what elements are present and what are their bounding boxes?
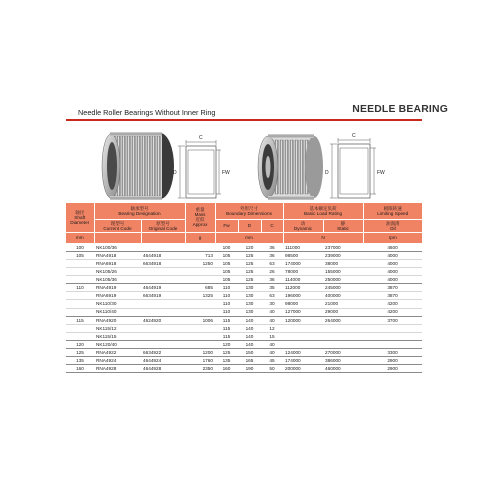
cell-static: 38000 <box>323 259 363 267</box>
cell-dynamic: 112000 <box>283 284 323 292</box>
cell-fw: 115 <box>215 332 238 340</box>
cell-c: 15 <box>261 332 283 340</box>
cell-speed <box>363 340 422 348</box>
cell-original-code: 4644928 <box>141 365 185 373</box>
cell-original-code <box>141 308 185 316</box>
bearing-photo-1 <box>102 132 174 200</box>
cell-shaft: 115 <box>66 316 94 324</box>
cell-shaft <box>66 259 94 267</box>
cell-mass <box>185 276 215 284</box>
cell-speed: 4600 <box>363 243 422 251</box>
table-row <box>66 316 422 324</box>
th-c: C <box>261 219 283 232</box>
cell-current-code: RNA4922 <box>94 349 141 357</box>
th-original-code: 原型号 Original Code <box>141 219 185 232</box>
cell-mass: 713 <box>185 251 215 259</box>
cell-fw: 110 <box>215 284 238 292</box>
table-header <box>66 203 422 243</box>
table-row <box>66 324 422 332</box>
cell-static: 237000 <box>323 243 363 251</box>
cell-dynamic: 98000 <box>283 300 323 308</box>
cell-static: 460000 <box>323 365 363 373</box>
cell-fw: 105 <box>215 251 238 259</box>
dim-label-c-2: C <box>352 133 356 139</box>
cell-current-code: RNA4928 <box>94 365 141 373</box>
th-unit-original <box>141 232 185 243</box>
cell-d: 125 <box>238 268 261 276</box>
cell-current-code: NK100/36 <box>94 243 141 251</box>
cell-current-code: NK110/30 <box>94 300 141 308</box>
cell-c: 40 <box>261 308 283 316</box>
cell-shaft <box>66 324 94 332</box>
cell-original-code: 4644924 <box>141 357 185 365</box>
cell-speed: 3870 <box>363 284 422 292</box>
cell-fw: 105 <box>215 276 238 284</box>
cell-c: 36 <box>261 276 283 284</box>
cell-speed: 4200 <box>363 308 422 316</box>
cell-original-code <box>141 300 185 308</box>
header-divider <box>66 119 422 121</box>
cell-speed <box>363 324 422 332</box>
cell-shaft: 120 <box>66 340 94 348</box>
cell-speed: 4000 <box>363 268 422 276</box>
cell-c: 35 <box>261 284 283 292</box>
cell-mass <box>185 308 215 316</box>
th-shaft: 轴径 Shaft Diameter <box>66 203 94 232</box>
dim-label-d-1: D <box>173 170 177 176</box>
table-row <box>66 276 422 284</box>
bearing-spec-table <box>66 203 422 373</box>
cell-current-code: RNA4920 <box>94 316 141 324</box>
table-row <box>66 332 422 340</box>
th-unit-speed: rpm <box>363 232 422 243</box>
cell-original-code: 6634918 <box>141 259 185 267</box>
cell-dynamic: 114000 <box>283 276 323 284</box>
cell-fw: 110 <box>215 292 238 300</box>
cell-d: 125 <box>238 259 261 267</box>
table-row <box>66 292 422 300</box>
cell-dynamic: 174000 <box>283 357 323 365</box>
table-row <box>66 357 422 365</box>
bearing-figures <box>0 124 488 202</box>
cell-static: 155000 <box>323 268 363 276</box>
cell-speed: 3700 <box>363 316 422 324</box>
cell-fw: 160 <box>215 365 238 373</box>
th-unit-shaft: mm <box>66 232 94 243</box>
th-d: D <box>238 219 261 232</box>
cell-dynamic: 196000 <box>283 292 323 300</box>
th-load-rating: 基本额定负荷 Basic Load Rating <box>283 203 363 219</box>
cell-fw: 120 <box>215 340 238 348</box>
cell-mass <box>185 332 215 340</box>
cell-static: 386000 <box>323 357 363 365</box>
cell-d: 120 <box>238 243 261 251</box>
section-drawing-1 <box>178 140 221 198</box>
cell-original-code: 6634922 <box>141 349 185 357</box>
cell-current-code: NK105/36 <box>94 276 141 284</box>
cell-speed: 3300 <box>363 349 422 357</box>
cell-shaft <box>66 300 94 308</box>
cell-original-code: 6634919 <box>141 292 185 300</box>
cell-original-code <box>141 340 185 348</box>
cell-speed: 4000 <box>363 259 422 267</box>
cell-current-code: NK115/15 <box>94 332 141 340</box>
cell-mass: 1325 <box>185 292 215 300</box>
cell-static: 400000 <box>323 292 363 300</box>
bearing-drawings <box>0 124 488 202</box>
cell-speed: 4000 <box>363 251 422 259</box>
cell-original-code <box>141 332 185 340</box>
cell-dynamic <box>283 324 323 332</box>
cell-mass: 2350 <box>185 365 215 373</box>
cell-c: 63 <box>261 259 283 267</box>
table-row <box>66 308 422 316</box>
cell-current-code: RNA4919 <box>94 284 141 292</box>
cell-c: 36 <box>261 251 283 259</box>
th-designation: 轴承型号 Bearing Designation <box>94 203 185 219</box>
cell-dynamic: 98500 <box>283 251 323 259</box>
cell-dynamic: 127000 <box>283 308 323 316</box>
cell-c: 40 <box>261 316 283 324</box>
cell-c: 30 <box>261 300 283 308</box>
cell-speed: 2900 <box>363 365 422 373</box>
cell-dynamic <box>283 340 323 348</box>
cell-d: 190 <box>238 365 261 373</box>
table-body <box>66 243 422 373</box>
cell-shaft <box>66 292 94 300</box>
cell-static: 245000 <box>323 284 363 292</box>
cell-current-code: NK110/40 <box>94 308 141 316</box>
cell-speed <box>363 332 422 340</box>
th-speed: 极限转速 Limiting Speed <box>363 203 422 219</box>
table-row <box>66 300 422 308</box>
cell-current-code: RNA4918 <box>94 251 141 259</box>
cell-speed: 3870 <box>363 292 422 300</box>
table-row <box>66 259 422 267</box>
cell-mass: 1200 <box>185 349 215 357</box>
cell-fw: 105 <box>215 259 238 267</box>
dim-label-fw-1: FW <box>222 170 230 176</box>
cell-d: 140 <box>238 324 261 332</box>
cell-shaft <box>66 276 94 284</box>
cell-d: 140 <box>238 340 261 348</box>
cell-current-code: RNA6918 <box>94 259 141 267</box>
table-row <box>66 243 422 251</box>
cell-speed: 2900 <box>363 357 422 365</box>
th-current-code: 现型号 Current Code <box>94 219 141 232</box>
cell-current-code: NK115/12 <box>94 324 141 332</box>
cell-original-code <box>141 243 185 251</box>
cell-mass <box>185 340 215 348</box>
th-fw: Fw <box>215 219 238 232</box>
cell-current-code: RNA6919 <box>94 292 141 300</box>
cell-d: 125 <box>238 251 261 259</box>
cell-d: 140 <box>238 332 261 340</box>
cell-shaft: 160 <box>66 365 94 373</box>
th-dimensions: 外形尺寸 Boundary Dimensions <box>215 203 283 219</box>
cell-original-code <box>141 276 185 284</box>
cell-mass <box>185 300 215 308</box>
cell-d: 150 <box>238 349 261 357</box>
th-unit-current <box>94 232 141 243</box>
table-row <box>66 365 422 373</box>
section-drawing-2 <box>330 138 376 198</box>
cell-fw: 125 <box>215 349 238 357</box>
cell-static: 21000 <box>323 300 363 308</box>
cell-dynamic: 124000 <box>283 349 323 357</box>
cell-d: 130 <box>238 284 261 292</box>
cell-dynamic: 78000 <box>283 268 323 276</box>
dim-label-fw-2: FW <box>377 170 385 176</box>
cell-static: 250000 <box>323 276 363 284</box>
cell-d: 140 <box>238 316 261 324</box>
cell-dynamic <box>283 332 323 340</box>
cell-shaft: 100 <box>66 243 94 251</box>
cell-current-code: NK120/40 <box>94 340 141 348</box>
th-dynamic: 动 Dynamic <box>283 219 323 232</box>
cell-static: 239000 <box>323 251 363 259</box>
cell-static: 270000 <box>323 349 363 357</box>
cell-c: 50 <box>261 365 283 373</box>
cell-fw: 115 <box>215 316 238 324</box>
table-row <box>66 349 422 357</box>
cell-d: 125 <box>238 276 261 284</box>
table-row <box>66 340 422 348</box>
cell-current-code: RNA4924 <box>94 357 141 365</box>
cell-c: 36 <box>261 243 283 251</box>
dim-label-c-1: C <box>199 135 203 141</box>
cell-original-code: 4624920 <box>141 316 185 324</box>
cell-mass <box>185 324 215 332</box>
cell-d: 130 <box>238 308 261 316</box>
cell-fw: 105 <box>215 268 238 276</box>
cell-fw: 115 <box>215 324 238 332</box>
cell-shaft <box>66 268 94 276</box>
th-unit-mass: g <box>185 232 215 243</box>
cell-fw: 110 <box>215 300 238 308</box>
product-title: NEEDLE BEARING <box>352 104 448 115</box>
cell-c: 45 <box>261 357 283 365</box>
table-row <box>66 284 422 292</box>
cell-c: 40 <box>261 340 283 348</box>
cell-c: 12 <box>261 324 283 332</box>
cell-dynamic: 200000 <box>283 365 323 373</box>
cell-speed: 4200 <box>363 300 422 308</box>
cell-mass: 1006 <box>185 316 215 324</box>
cell-d: 130 <box>238 300 261 308</box>
th-unit-dims: mm <box>215 232 283 243</box>
cell-original-code <box>141 324 185 332</box>
table-row <box>66 251 422 259</box>
cell-fw: 135 <box>215 357 238 365</box>
cell-shaft: 135 <box>66 357 94 365</box>
cell-d: 165 <box>238 357 261 365</box>
cell-mass: 1760 <box>185 357 215 365</box>
cell-shaft <box>66 308 94 316</box>
section-title: Needle Roller Bearings Without Inner Ring <box>78 108 216 117</box>
cell-static <box>323 332 363 340</box>
cell-speed: 4000 <box>363 276 422 284</box>
cell-static: 29000 <box>323 308 363 316</box>
bearing-photo-2 <box>258 134 323 200</box>
cell-c: 40 <box>261 349 283 357</box>
cell-static: 264000 <box>323 316 363 324</box>
cell-fw: 100 <box>215 243 238 251</box>
cell-shaft: 110 <box>66 284 94 292</box>
cell-dynamic: 111000 <box>283 243 323 251</box>
th-oil: 油润滑 Oil <box>363 219 422 232</box>
th-static: 静 Static <box>323 219 363 232</box>
dim-label-d-2: D <box>325 170 329 176</box>
cell-dynamic: 174000 <box>283 259 323 267</box>
cell-current-code: NK105/26 <box>94 268 141 276</box>
cell-static <box>323 324 363 332</box>
cell-static <box>323 340 363 348</box>
cell-c: 26 <box>261 268 283 276</box>
cell-shaft: 125 <box>66 349 94 357</box>
th-mass: 重量 Mass 近似 Approx <box>185 203 215 232</box>
cell-original-code: 4644919 <box>141 284 185 292</box>
cell-c: 63 <box>261 292 283 300</box>
cell-mass <box>185 243 215 251</box>
cell-shaft <box>66 332 94 340</box>
cell-mass: 685 <box>185 284 215 292</box>
cell-d: 130 <box>238 292 261 300</box>
cell-original-code <box>141 268 185 276</box>
cell-original-code: 4644918 <box>141 251 185 259</box>
cell-mass <box>185 268 215 276</box>
cell-fw: 110 <box>215 308 238 316</box>
cell-shaft: 105 <box>66 251 94 259</box>
cell-mass: 1250 <box>185 259 215 267</box>
table-row <box>66 268 422 276</box>
th-unit-load: N <box>283 232 363 243</box>
cell-dynamic: 120000 <box>283 316 323 324</box>
